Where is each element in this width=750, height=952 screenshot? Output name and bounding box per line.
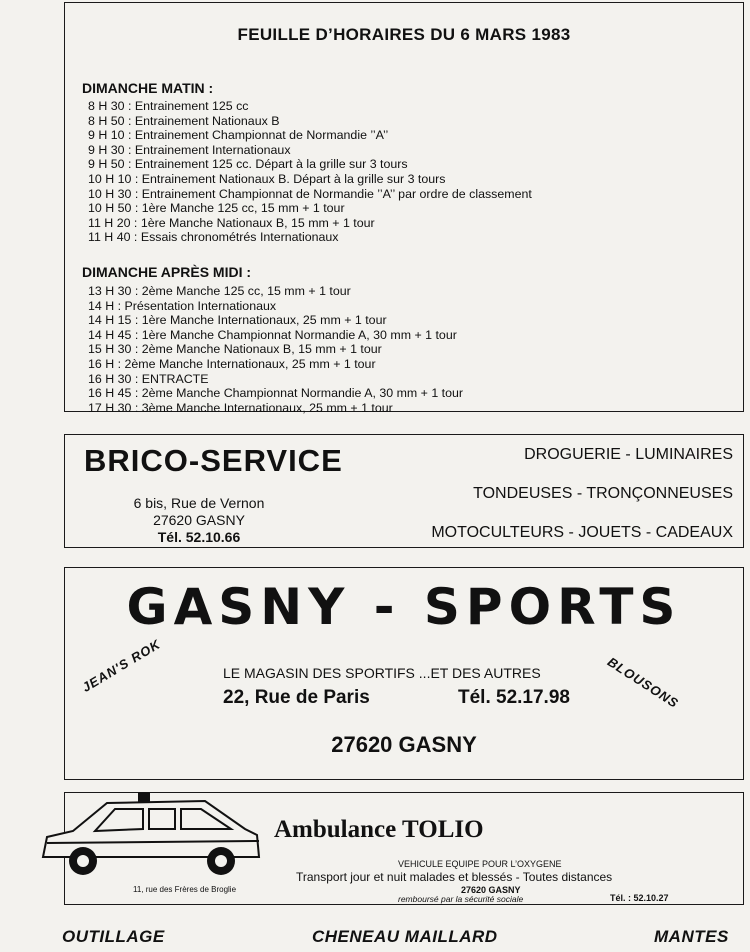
schedule-row: 16 H 45 : 2ème Manche Championnat Normandie A, 30 mm + 1 tour bbox=[88, 386, 464, 401]
schedule-time: 16 H 30 bbox=[88, 371, 132, 386]
schedule-time: 9 H 10 bbox=[88, 128, 125, 143]
schedule-row: 14 H 15 : 1ère Manche Internationaux, 25 mm + 1 tour bbox=[88, 313, 387, 328]
footer-left: OUTILLAGE bbox=[62, 927, 165, 946]
schedule-row: 17 H 30 : 3ème Manche Internationaux, 25 mm + 1 tour bbox=[88, 400, 393, 415]
schedule-event: 2ème Manche 125 cc, 15 mm + 1 tour bbox=[141, 284, 351, 298]
schedule-time: 16 H 45 bbox=[88, 386, 132, 401]
schedule-row: 11 H 40 : Essais chronométrés Internationaux bbox=[88, 230, 339, 245]
schedule-row: 10 H 30 : Entrainement Championnat de Normandie ’’A’’ par ordre de classement bbox=[88, 186, 532, 201]
schedule-event: ENTRACTE bbox=[141, 371, 209, 386]
schedule-time: 10 H 50 bbox=[88, 201, 132, 216]
schedule-row: 10 H 10 : Entrainement Nationaux B. Départ à la grille sur 3 tours bbox=[88, 171, 446, 186]
brico-service-ad bbox=[64, 434, 744, 548]
brico-line-3: MOTOCULTEURS - JOUETS - CADEAUX bbox=[431, 524, 733, 541]
schedule-time: 13 H 30 bbox=[88, 284, 132, 298]
schedule-time: 11 H 20 bbox=[88, 215, 131, 230]
schedule-event: 1ère Manche 125 cc, 15 mm + 1 tour bbox=[141, 201, 345, 216]
brico-street: 6 bis, Rue de Vernon bbox=[133, 495, 265, 511]
ambulance-name: Ambulance TOLIO bbox=[274, 816, 484, 843]
schedule-time: 14 H bbox=[88, 298, 115, 313]
schedule-event: 1ère Manche Internationaux, 25 mm + 1 tour bbox=[141, 313, 387, 328]
schedule-row: 9 H 50 : Entrainement 125 cc. Départ à la grille sur 3 tours bbox=[88, 157, 408, 172]
schedule-event: 3ème Manche Internationaux, 25 mm + 1 tour bbox=[141, 400, 393, 415]
schedule-row: 14 H : Présentation Internationaux bbox=[88, 298, 277, 313]
schedule-event: 2ème Manche Nationaux B, 15 mm + 1 tour bbox=[141, 342, 382, 357]
gasny-sports-title: GASNY - SPORTS bbox=[126, 578, 682, 636]
schedule-event: Entrainement 125 cc bbox=[134, 99, 249, 113]
schedule-event: Entrainement Nationaux B. Départ à la grille sur 3 tours bbox=[141, 171, 446, 186]
ambulance-ad bbox=[64, 792, 744, 905]
schedule-time: 10 H 30 bbox=[88, 186, 132, 201]
gasny-sports-ad bbox=[64, 567, 744, 780]
footer-center: CHENEAU MAILLARD bbox=[312, 927, 498, 946]
schedule-event: 1ère Manche Championnat Normandie A, 30 mm + 1 tour bbox=[141, 327, 457, 342]
schedule-event: Entrainement Nationaux B bbox=[134, 113, 280, 128]
schedule-row: 11 H 20 : 1ère Manche Nationaux B, 15 mm + 1 tour bbox=[88, 215, 375, 230]
schedule-time: 16 H bbox=[88, 356, 115, 371]
schedule-time: 14 H 15 bbox=[88, 313, 132, 328]
schedule-row: 8 H 30 : Entrainement 125 cc bbox=[88, 99, 249, 113]
schedule-event: 2ème Manche Internationaux, 25 mm + 1 tour bbox=[124, 356, 376, 371]
schedule-row: 16 H 30 : ENTRACTE bbox=[88, 371, 209, 386]
jeans-rok-tag: JEAN'S ROK bbox=[79, 636, 164, 695]
gasny-sports-tel: Tél. 52.17.98 bbox=[458, 687, 570, 708]
brico-name: BRICO-SERVICE bbox=[84, 443, 343, 478]
schedule-event: Entrainement Championnat de Normandie ’’A’’ bbox=[134, 128, 389, 143]
schedule-row: 8 H 50 : Entrainement Nationaux B bbox=[88, 113, 280, 128]
schedule-row: 10 H 50 : 1ère Manche 125 cc, 15 mm + 1 tour bbox=[88, 201, 345, 216]
schedule-row: 9 H 10 : Entrainement Championnat de Normandie ’’A’’ bbox=[88, 128, 389, 143]
gasny-sports-tagline: LE MAGASIN DES SPORTIFS ...ET DES AUTRES bbox=[223, 665, 541, 681]
schedule-event: Entrainement 125 cc. Départ à la grille sur 3 tours bbox=[134, 157, 408, 172]
schedule-event: 2ème Manche Championnat Normandie A, 30 mm + 1 tour bbox=[141, 386, 464, 401]
gasny-sports-city: 27620 GASNY bbox=[331, 732, 477, 757]
schedule-row: 16 H : 2ème Manche Internationaux, 25 mm + 1 tour bbox=[88, 356, 376, 371]
ambulance-car-icon bbox=[35, 779, 275, 889]
schedule-row: 13 H 30 : 2ème Manche 125 cc, 15 mm + 1 tour bbox=[88, 284, 351, 298]
brico-city: 27620 GASNY bbox=[153, 512, 245, 528]
morning-list bbox=[88, 99, 532, 245]
afternoon-heading: DIMANCHE APRÈS MIDI : bbox=[82, 264, 252, 280]
schedule-event: Entrainement Internationaux bbox=[134, 142, 291, 157]
ambulance-tel: Tél. : 52.10.27 bbox=[610, 893, 669, 903]
brico-address bbox=[99, 495, 299, 546]
schedule-event: Présentation Internationaux bbox=[124, 298, 277, 313]
ambulance-transport: Transport jour et nuit malades et blessés - Toutes distances bbox=[296, 870, 613, 884]
ambulance-equipment: VEHICULE EQUIPE POUR L’OXYGENE bbox=[398, 859, 562, 869]
schedule-time: 10 H 10 bbox=[88, 171, 132, 186]
ambulance-postal: 27620 GASNY bbox=[461, 885, 521, 895]
ambulance-street: 11, rue des Frères de Broglie bbox=[133, 885, 237, 894]
schedule-event: Entrainement Championnat de Normandie ’’A’’ par ordre de classement bbox=[141, 186, 532, 201]
schedule-time: 9 H 30 bbox=[88, 142, 125, 157]
footer-right: MANTES bbox=[654, 927, 729, 946]
schedule-time: 9 H 50 bbox=[88, 157, 125, 172]
brico-tel: Tél. 52.10.66 bbox=[157, 529, 241, 545]
schedule-title: FEUILLE D’HORAIRES DU 6 MARS 1983 bbox=[237, 25, 571, 44]
schedule-row: 14 H 45 : 1ère Manche Championnat Normandie A, 30 mm + 1 tour bbox=[88, 327, 457, 342]
schedule-time: 15 H 30 bbox=[88, 342, 132, 357]
brico-products bbox=[431, 441, 733, 558]
brico-line-1: DROGUERIE - LUMINAIRES bbox=[524, 446, 733, 463]
brico-line-2: TONDEUSES - TRONÇONNEUSES bbox=[473, 485, 733, 502]
schedule-event: Essais chronométrés Internationaux bbox=[140, 230, 339, 245]
schedule-time: 14 H 45 bbox=[88, 327, 132, 342]
ambulance-secu: remboursé par la sécurité sociale bbox=[398, 894, 524, 904]
schedule-time: 11 H 40 bbox=[88, 230, 131, 245]
schedule-row: 9 H 30 : Entrainement Internationaux bbox=[88, 142, 291, 157]
gasny-sports-address: 22, Rue de Paris bbox=[223, 687, 370, 708]
schedule-time: 17 H 30 bbox=[88, 400, 132, 415]
morning-heading: DIMANCHE MATIN : bbox=[82, 80, 214, 96]
schedule-box bbox=[64, 2, 744, 415]
afternoon-list bbox=[88, 284, 463, 415]
schedule-event: 1ère Manche Nationaux B, 15 mm + 1 tour bbox=[140, 215, 375, 230]
schedule-row: 15 H 30 : 2ème Manche Nationaux B, 15 mm + 1 tour bbox=[88, 342, 382, 357]
blousons-tag: BLOUSONS bbox=[604, 654, 682, 712]
schedule-time: 8 H 50 bbox=[88, 113, 125, 128]
schedule-time: 8 H 30 bbox=[88, 99, 125, 113]
